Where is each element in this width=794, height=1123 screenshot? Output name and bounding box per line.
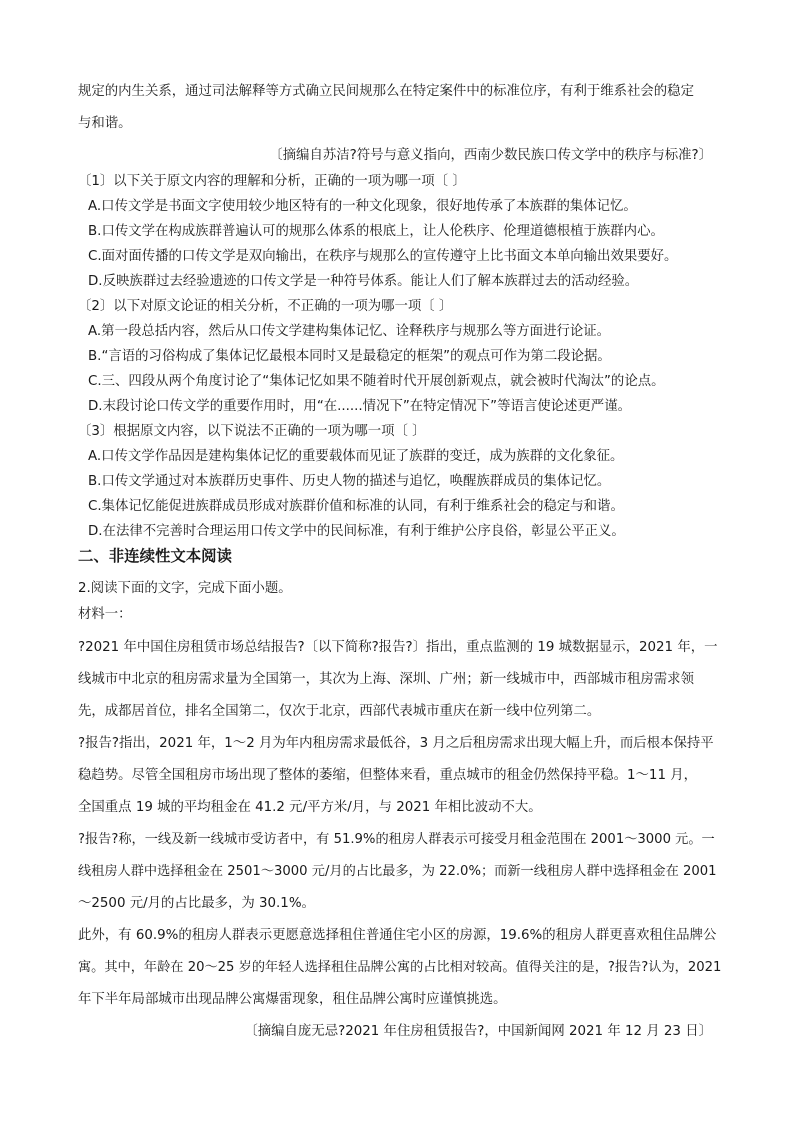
material-line: 稳趋势。尽管全国租房市场出现了整体的萎缩，但整体来看，重点城市的租金仍然保持平稳。1～11 月， (78, 768, 697, 783)
material-line: 此外，有 60.9%的租房人群表示更愿意选择租住普通住宅小区的房源，19.6%的租房人群更喜欢租住品牌公 (78, 928, 717, 943)
section-heading: 二、非连续性文本阅读 (78, 547, 232, 565)
material-line: ?报告?称，一线及新一线城市受访者中，有 51.9%的租房人群表示可接受月租金范围在 2001～3000 元。一 (78, 832, 715, 847)
material-line: 线租房人群中选择租金在 2501～3000 元/月的占比最多，为 22.0%；而新一线租房人群中选择租金在 2001 (78, 864, 717, 879)
passage-source: 〔摘编自苏洁?符号与意义指向，西南少数民族口传文学中的秩序与标准?〕 (269, 148, 712, 163)
answer-option: A.口传文学作品因是建构集体记忆的重要载体而见证了族群的变迁，成为族群的文化象征。 (88, 449, 624, 464)
passage-line: 规定的内生关系，通过司法解释等方式确立民间规那么在特定案件中的标准位序，有利于维系社会的稳定 (78, 84, 694, 99)
question-stem: 〔3〕根据原文内容，以下说法不正确的一项为哪一项〔 〕 (78, 424, 426, 439)
answer-option: A.第一段总括内容，然后从口传文学建构集体记忆、诠释秩序与规那么等方面进行论证。 (88, 324, 611, 339)
material-source: 〔摘编自庞无忌?2021 年住房租赁报告?，中国新闻网 2021 年 12 月 23 日〕 (244, 1024, 712, 1039)
question-stem: 〔2〕以下对原文论证的相关分析，不正确的一项为哪一项〔 〕 (78, 299, 453, 314)
answer-option: D.反映族群过去经验遗迹的口传文学是一种符号体系。能让人们了解本族群过去的活动经验。 (88, 274, 639, 289)
answer-option: B.“言语的习俗构成了集体记忆最根本同时又是最稳定的框架”的观点可作为第二段论据。 (88, 349, 611, 364)
material-line: ?报告?指出，2021 年，1～2 月为年内租房需求最低谷，3 月之后租房需求出现大幅上升，而后根本保持平 (78, 736, 714, 751)
answer-option: B.口传文学在构成族群普遍认可的规那么体系的根底上，让人伦秩序、伦理道德根植于族群内心。 (88, 224, 664, 239)
section-prompt: 2.阅读下面的文字，完成下面小题。 (78, 581, 292, 596)
material-label: 材料一： (78, 607, 132, 622)
answer-option: D.末段讨论口传文学的重要作用时，用“在......情况下”在特定情况下”等语言使论述更严谨。 (88, 399, 631, 414)
answer-option: D.在法律不完善时合理运用口传文学中的民间标准，有利于维护公序良俗，彰显公平正义。 (88, 524, 625, 539)
answer-option: B.口传文学通过对本族群历史事件、历史人物的描述与追忆，唤醒族群成员的集体记忆。 (88, 474, 611, 489)
material-line: 寓。其中，年龄在 20～25 岁的年轻人选择租住品牌公寓的占比相对较高。值得关注的是，?报告?认为，2021 (78, 960, 722, 975)
answer-option: C.面对面传播的口传文学是双向输出，在秩序与规那么的宣传遵守上比书面文本单向输出效果要好。 (88, 249, 678, 264)
answer-option: C.三、四段从两个角度讨论了“集体记忆如果不随着时代开展创新观点，就会被时代淘汰”的论点。 (88, 374, 665, 389)
material-line: 年下半年局部城市出现品牌公寓爆雷现象，租住品牌公寓时应谨慎挑选。 (78, 992, 507, 1007)
material-line: 线城市中北京的租房需求量为全国第一，其次为上海、深圳、广州；新一线城市中，西部城市租房需求领 (78, 672, 694, 687)
material-line: ～2500 元/月的占比最多，为 30.1%。 (78, 896, 315, 911)
material-line: ?2021 年中国住房租赁市场总结报告?〔以下简称?报告?〕指出，重点监测的 19 城数据显示，2021 年，一 (78, 640, 718, 655)
material-line: 全国重点 19 城的平均租金在 41.2 元/平方米/月，与 2021 年相比波动不大。 (78, 800, 542, 815)
material-line: 先，成都居首位，排名全国第二，仅次于北京，西部代表城市重庆在新一线中位列第二。 (78, 704, 601, 719)
passage-line: 与和谐。 (78, 116, 132, 131)
answer-option: A.口传文学是书面文字使用较少地区特有的一种文化现象，很好地传承了本族群的集体记忆。 (88, 199, 637, 214)
answer-option: C.集体记忆能促进族群成员形成对族群价值和标准的认同，有利于维系社会的稳定与和谐。 (88, 499, 624, 514)
question-stem: 〔1〕以下关于原文内容的理解和分析，正确的一项为哪一项〔 〕 (78, 174, 466, 189)
